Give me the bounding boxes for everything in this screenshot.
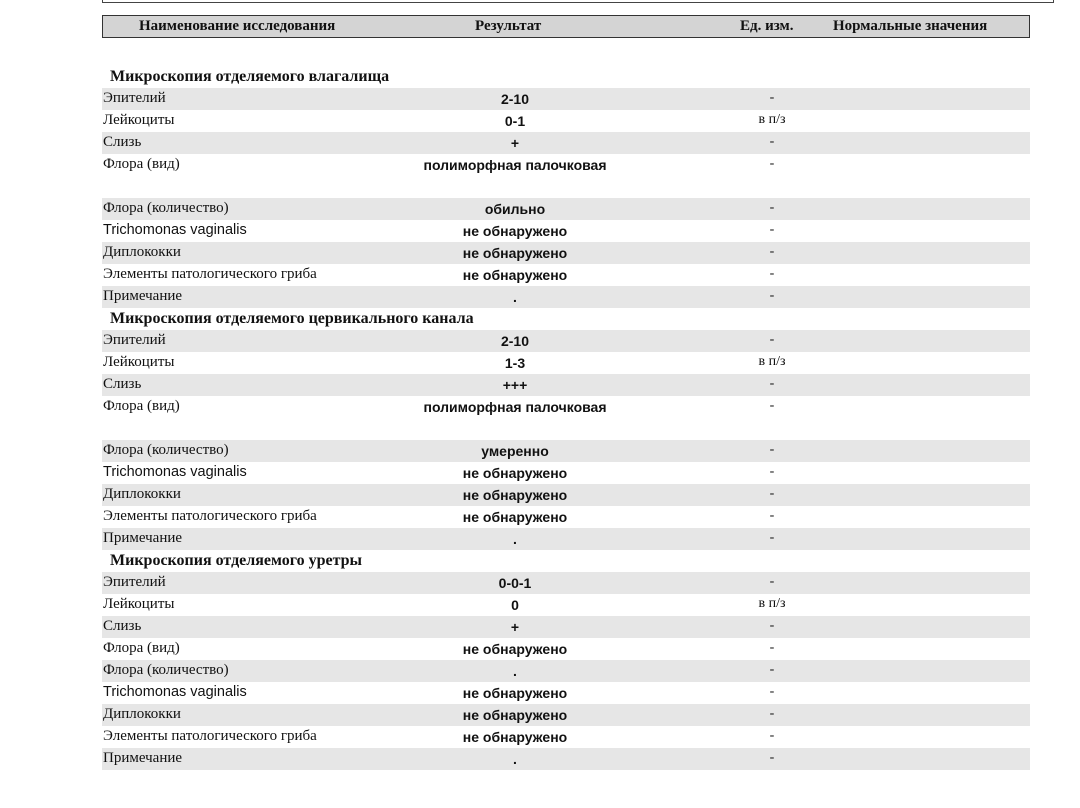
test-result: умеренно: [481, 443, 549, 459]
test-name: Диплококки: [103, 706, 181, 722]
table-row: [102, 286, 1030, 308]
test-unit: в п/з: [758, 354, 786, 369]
test-name: Флора (вид): [103, 156, 180, 172]
test-name: Флора (количество): [103, 662, 229, 678]
section-title: Микроскопия отделяемого цервикального канала: [110, 310, 474, 327]
test-result: 2-10: [500, 333, 530, 349]
test-result: +: [510, 619, 520, 635]
test-result: .: [513, 531, 517, 547]
table-row: [102, 440, 1030, 462]
test-unit: -: [769, 728, 775, 743]
test-result: 1-3: [504, 355, 526, 371]
test-result: не обнаружено: [462, 509, 568, 525]
test-unit: -: [769, 266, 775, 281]
test-result: .: [513, 751, 517, 767]
test-result: не обнаружено: [462, 641, 568, 657]
table-row: [102, 88, 1030, 110]
table-row: [102, 352, 1030, 374]
test-result: 0-1: [504, 113, 526, 129]
table-row: [102, 506, 1030, 528]
test-result: обильно: [484, 201, 546, 217]
test-result: .: [513, 289, 517, 305]
test-name: Примечание: [103, 288, 183, 304]
header-unit: Ед. изм.: [740, 18, 794, 34]
test-name: Слизь: [103, 618, 142, 634]
test-unit: -: [769, 640, 775, 655]
test-unit: -: [769, 684, 775, 699]
test-name: Лейкоциты: [103, 112, 175, 128]
test-unit: -: [769, 244, 775, 259]
test-result: не обнаружено: [462, 707, 568, 723]
test-unit: -: [769, 288, 775, 303]
table-row: [102, 528, 1030, 550]
test-name: Диплококки: [103, 486, 181, 502]
test-result: не обнаружено: [462, 223, 568, 239]
table-row: [102, 330, 1030, 352]
test-unit: -: [769, 90, 775, 105]
test-unit: -: [769, 618, 775, 633]
table-row: [102, 132, 1030, 154]
test-name: Элементы патологического гриба: [103, 728, 317, 744]
test-result: .: [513, 663, 517, 679]
table-row: [102, 682, 1030, 704]
section-title: Микроскопия отделяемого влагалища: [110, 68, 390, 85]
table-row: [102, 594, 1030, 616]
table-row: [102, 154, 1030, 198]
table-row: [102, 374, 1030, 396]
table-row: [102, 572, 1030, 594]
test-unit: -: [769, 332, 775, 347]
table-header: [102, 15, 1030, 38]
test-name: Эпителий: [103, 332, 166, 348]
test-result: не обнаружено: [462, 729, 568, 745]
test-name: Диплококки: [103, 244, 181, 260]
table-row: [102, 110, 1030, 132]
test-unit: -: [769, 200, 775, 215]
table-row: [102, 484, 1030, 506]
test-result: не обнаружено: [462, 245, 568, 261]
test-unit: -: [769, 442, 775, 457]
table-row: [102, 242, 1030, 264]
test-result: +++: [502, 377, 528, 393]
table-row: [102, 220, 1030, 242]
test-name: Элементы патологического гриба: [103, 266, 317, 282]
results-table: [102, 66, 1030, 770]
test-unit: в п/з: [758, 596, 786, 611]
test-unit: -: [769, 376, 775, 391]
table-row: [102, 704, 1030, 726]
test-result: полиморфная палочковая: [423, 399, 607, 415]
test-result: не обнаружено: [462, 685, 568, 701]
test-name: Примечание: [103, 750, 183, 766]
test-name: Лейкоциты: [103, 596, 175, 612]
table-row: [102, 726, 1030, 748]
test-unit: -: [769, 508, 775, 523]
test-unit: -: [769, 156, 775, 171]
page-frame-top: [102, 0, 1054, 3]
test-unit: -: [769, 530, 775, 545]
test-result: +: [510, 135, 520, 151]
test-unit: -: [769, 750, 775, 765]
test-unit: -: [769, 398, 775, 413]
test-name: Trichomonas vaginalis: [103, 684, 247, 700]
test-name: Слизь: [103, 376, 142, 392]
test-name: Trichomonas vaginalis: [103, 222, 247, 238]
table-row: [102, 616, 1030, 638]
test-name: Элементы патологического гриба: [103, 508, 317, 524]
test-unit: -: [769, 222, 775, 237]
table-row: [102, 198, 1030, 220]
test-name: Trichomonas vaginalis: [103, 464, 247, 480]
table-row: [102, 264, 1030, 286]
table-row: [102, 638, 1030, 660]
test-unit: -: [769, 662, 775, 677]
test-unit: -: [769, 574, 775, 589]
test-name: Примечание: [103, 530, 183, 546]
test-unit: -: [769, 706, 775, 721]
header-name: Наименование исследования: [139, 18, 336, 34]
test-name: Слизь: [103, 134, 142, 150]
test-name: Лейкоциты: [103, 354, 175, 370]
test-unit: -: [769, 134, 775, 149]
test-name: Флора (количество): [103, 200, 229, 216]
test-result: 2-10: [500, 91, 530, 107]
test-unit: -: [769, 486, 775, 501]
table-row: [102, 462, 1030, 484]
test-result: не обнаружено: [462, 487, 568, 503]
test-result: 0: [511, 597, 519, 613]
test-result: не обнаружено: [462, 465, 568, 481]
header-norm: Нормальные значения: [833, 18, 988, 34]
section-title: Микроскопия отделяемого уретры: [110, 552, 363, 569]
table-row: [102, 748, 1030, 770]
test-name: Флора (вид): [103, 640, 180, 656]
test-name: Эпителий: [103, 90, 166, 106]
test-result: полиморфная палочковая: [423, 157, 607, 173]
test-result: 0-0-1: [498, 575, 532, 591]
test-unit: -: [769, 464, 775, 479]
test-name: Эпителий: [103, 574, 166, 590]
header-result: Результат: [475, 18, 542, 34]
test-unit: в п/з: [758, 112, 786, 127]
test-result: не обнаружено: [462, 267, 568, 283]
test-name: Флора (количество): [103, 442, 229, 458]
table-row: [102, 660, 1030, 682]
test-name: Флора (вид): [103, 398, 180, 414]
table-row: [102, 396, 1030, 440]
